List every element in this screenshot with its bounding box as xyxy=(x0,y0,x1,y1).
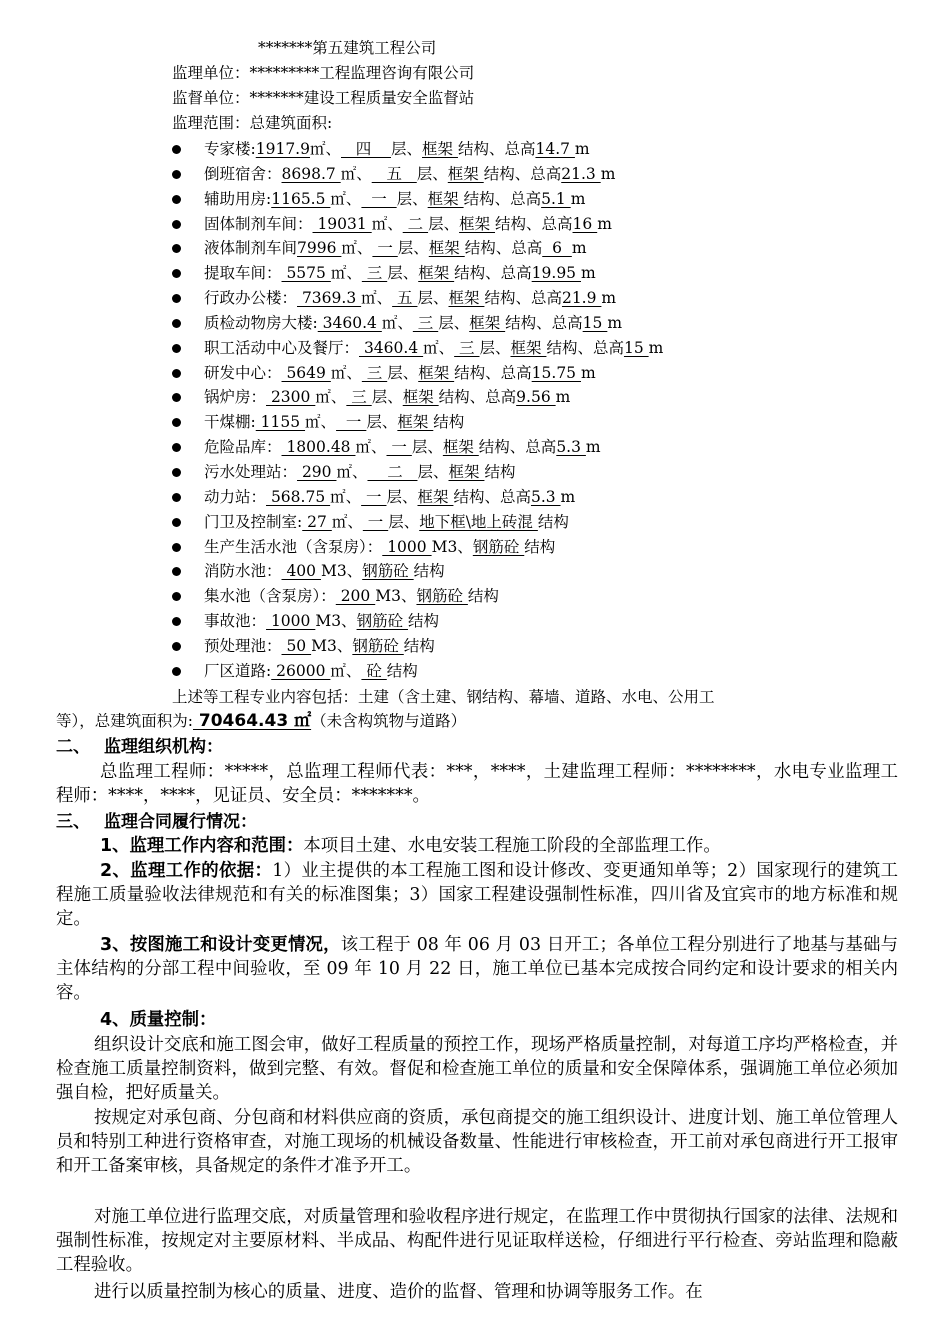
building-structure: 钢筋砼 xyxy=(356,612,408,631)
building-structure: 框架 xyxy=(447,164,484,183)
building-structure: 地下框\地上砖混 xyxy=(419,512,538,531)
building-item xyxy=(172,187,663,212)
building-structure: 钢筋砼 xyxy=(472,537,525,556)
building-name: 职工活动中心及餐厅： xyxy=(204,338,360,357)
structure-suffix: 结构、总高 xyxy=(454,264,532,283)
bullet-icon xyxy=(172,493,181,502)
floors-unit: 层、 xyxy=(396,189,428,208)
building-name: 污水处理站： xyxy=(204,462,298,481)
oversight-unit: 监督单位：*******建设工程质量安全监督站 xyxy=(172,89,475,107)
area-unit: M3、 xyxy=(375,587,417,606)
building-floors: 三 xyxy=(361,363,388,382)
area-unit: ㎡、 xyxy=(330,189,362,208)
building-name: 集水池（含泵房）： xyxy=(204,587,336,606)
building-area: 3460.4 xyxy=(317,313,382,332)
building-name: 辅助用房: xyxy=(204,189,272,208)
structure-suffix: 结构、总高 xyxy=(463,189,542,208)
building-structure: 框架 xyxy=(418,264,455,283)
building-name: 危险品库： xyxy=(204,438,282,457)
item-4-label: 4、质量控制： xyxy=(100,1010,217,1030)
floors-unit: 层、 xyxy=(438,313,470,332)
building-item xyxy=(172,261,663,286)
building-height: 5.3 xyxy=(530,487,561,506)
building-floors: 一 xyxy=(336,413,367,432)
building-name: 研发中心： xyxy=(204,363,282,382)
area-unit: M3、 xyxy=(315,612,357,631)
bullet-icon xyxy=(172,369,181,378)
bullet-icon xyxy=(172,592,181,601)
structure-suffix: 结构 xyxy=(484,462,516,481)
section-2-number: 二、 xyxy=(56,737,90,757)
building-area: 7996 xyxy=(297,239,342,258)
item-1-body: 本项目土建、水电安装工程施工阶段的全部监理工作。 xyxy=(303,836,721,856)
building-height: 15.75 xyxy=(531,363,581,382)
building-height: 5.3 xyxy=(556,438,586,457)
area-unit: M3、 xyxy=(431,537,473,556)
area-unit: ㎡、 xyxy=(340,164,372,183)
building-area: 200 xyxy=(335,587,376,606)
building-item xyxy=(172,212,663,237)
building-structure: 框架 xyxy=(418,363,455,382)
company-name: *******第五建筑工程公司 xyxy=(258,39,437,57)
bullet-icon xyxy=(172,269,181,278)
area-unit: M3、 xyxy=(311,636,353,655)
building-floors: 三 xyxy=(412,313,439,332)
building-structure: 框架 xyxy=(510,338,547,357)
building-area: 19031 xyxy=(312,214,372,233)
building-item xyxy=(172,609,663,634)
bullet-icon xyxy=(172,642,181,651)
building-structure: 框架 xyxy=(428,239,465,258)
structure-suffix: 结构、总高 xyxy=(478,438,557,457)
height-unit: m xyxy=(648,338,664,357)
building-floors: 五 xyxy=(392,289,418,308)
bullet-icon xyxy=(172,617,181,626)
building-floors: 一 xyxy=(361,189,397,208)
building-name: 质检动物房大楼: xyxy=(204,313,318,332)
building-item xyxy=(172,137,663,162)
floors-unit: 层、 xyxy=(417,289,449,308)
building-area: 3460.4 xyxy=(359,338,424,357)
bullet-icon xyxy=(172,393,181,402)
structure-suffix: 结构、总高 xyxy=(483,164,562,183)
building-item xyxy=(172,659,663,684)
building-name: 动力站： xyxy=(204,487,267,506)
floors-unit: 层、 xyxy=(387,264,419,283)
building-structure: 砼 xyxy=(361,661,387,680)
building-floors: 二 xyxy=(402,214,429,233)
building-area: 2300 xyxy=(266,388,316,407)
structure-suffix: 结构 xyxy=(413,562,445,581)
structure-suffix: 结构、总高 xyxy=(505,313,583,332)
building-area: 400 xyxy=(281,562,321,581)
building-name: 固体制剂车间： xyxy=(204,214,313,233)
building-height: 9.56 xyxy=(516,388,556,407)
building-structure: 框架 xyxy=(422,140,458,158)
height-unit: m xyxy=(560,487,576,506)
bullet-icon xyxy=(172,667,181,676)
section-2-title: 监理组织机构： xyxy=(104,737,223,757)
item-2-body: 1）业主提供的本工程施工图和设计修改、变更通知单等；2）国家现行的建筑工程施工质量验收法律规范和有关的标准图集；3）国家工程建设强制性标准，四川省及宜宾市的地方标准和规定。 xyxy=(56,861,898,930)
bullet-icon xyxy=(172,170,181,179)
building-floors: 三 xyxy=(454,338,480,357)
building-name: 预处理池： xyxy=(204,636,282,655)
quality-paragraph-1: 组织设计交底和施工图会审，做好工程质量的预控工作，现场严格质量控制，对每道工序均严格检查，并检查施工质量控制资料，做到完整、有效。督促和检查施工单位的质量和安全保障体系，强调施工单位必须加强自检，把好质量关。 xyxy=(56,1035,898,1104)
quality-paragraph-4: 进行以质量控制为核心的质量、进度、造价的监督、管理和协调等服务工作。在 xyxy=(94,1282,703,1302)
structure-suffix: 结构 xyxy=(537,512,569,531)
building-item xyxy=(172,286,663,311)
bullet-icon xyxy=(172,319,181,328)
building-name: 厂区道路: xyxy=(204,661,272,680)
building-name: 门卫及控制室: xyxy=(204,512,303,531)
bullet-icon xyxy=(172,543,181,552)
floors-unit: 层、 xyxy=(416,164,448,183)
building-item xyxy=(172,634,663,659)
building-floors: 五 xyxy=(371,164,417,183)
supervision-unit: 监理单位：*********工程监理咨询有限公司 xyxy=(172,64,475,82)
structure-suffix: 结构 xyxy=(433,413,465,432)
building-height: 19.95 xyxy=(531,264,581,283)
building-structure: 框架 xyxy=(448,462,485,481)
building-area: 5649 xyxy=(281,363,331,382)
building-height: 21.3 xyxy=(561,164,601,183)
height-unit: m xyxy=(601,289,617,308)
building-height: 21.9 xyxy=(561,289,602,308)
building-name: 液体制剂车间 xyxy=(204,239,298,258)
section-3-heading xyxy=(56,810,257,834)
structure-suffix: 结构、总高 xyxy=(484,289,562,308)
building-area: 1800.48 xyxy=(281,438,356,457)
floors-unit: 层、 xyxy=(479,338,511,357)
structure-suffix: 结构 xyxy=(408,612,440,631)
section-2-body: 总监理工程师：*****，总监理工程师代表：***，****，土建监理工程师：********，水电专业监理工程师：****，****，见证员、安全员：*******。 xyxy=(56,762,898,807)
bullet-icon xyxy=(172,567,181,576)
building-floors: 三 xyxy=(346,388,372,407)
building-floors: 一 xyxy=(372,239,398,258)
bullet-icon xyxy=(172,344,181,353)
bullet-icon xyxy=(172,220,181,229)
item-4-heading xyxy=(56,1008,898,1032)
building-area: 8698.7 xyxy=(281,164,341,183)
total-area-value: 70464.43 ㎡ xyxy=(192,711,312,731)
item-2-label: 2、监理工作的依据： xyxy=(100,861,273,881)
building-structure: 框架 xyxy=(459,214,496,233)
building-item xyxy=(172,385,663,410)
building-item xyxy=(172,361,663,386)
section-3-number: 三、 xyxy=(56,812,90,832)
height-unit: m xyxy=(600,164,616,183)
building-area: 1155 xyxy=(255,413,306,432)
area-unit: ㎡、 xyxy=(381,313,413,332)
item-3-body: 该工程于 08 年 06 月 03 日开工；各单位工程分别进行了地基与基础与主体结构的分部工程中间验收，至 09 年 10 月 22 日，施工单位已基本完成按合同约定和设计要求的相关内容。 xyxy=(56,935,898,1004)
area-unit: M3、 xyxy=(320,562,363,581)
area-unit: ㎡、 xyxy=(330,661,362,680)
building-structure: 框架 xyxy=(469,313,506,332)
bullet-icon xyxy=(172,418,181,427)
building-item xyxy=(172,162,663,187)
building-structure: 框架 xyxy=(442,438,479,457)
height-unit: m xyxy=(580,264,596,283)
building-area: 7369.3 xyxy=(297,289,362,308)
floors-unit: 层、 xyxy=(366,413,398,432)
area-unit: ㎡、 xyxy=(330,487,362,506)
building-area: 50 xyxy=(281,636,312,655)
height-unit: m xyxy=(570,189,586,208)
height-unit: m xyxy=(571,239,587,258)
floors-unit: 层、 xyxy=(387,363,419,382)
building-floors: 一 xyxy=(362,512,389,531)
bullet-icon xyxy=(172,294,181,303)
building-name: 行政办公楼： xyxy=(204,289,298,308)
area-unit: ㎡、 xyxy=(341,239,373,258)
item-1-paragraph xyxy=(56,834,898,858)
section-2-heading xyxy=(56,735,223,759)
structure-suffix: 结构 xyxy=(386,661,418,680)
quality-paragraph-3: 对施工单位进行监理交底，对质量管理和验收程序进行规定，在监理工作中贯彻执行国家的法律、法规和强制性标准，按规定对主要原材料、半成品、构配件进行见证取样送检，仔细进行平行检查、旁站监理和隐蔽工程验收。 xyxy=(56,1207,898,1276)
floors-unit: 层、 xyxy=(391,140,423,158)
item-3-paragraph xyxy=(56,933,898,1006)
structure-suffix: 结构、总高 xyxy=(546,338,624,357)
structure-suffix: 结构、总高 xyxy=(438,388,517,407)
building-height: 16 xyxy=(572,214,598,233)
building-name: 生产生活水池（含泵房）： xyxy=(204,537,383,556)
building-area: 1000 xyxy=(266,612,316,631)
building-height: 6 xyxy=(542,239,572,258)
building-floors: 四 xyxy=(341,140,391,158)
area-unit: ㎡、 xyxy=(330,264,362,283)
section-3-title: 监理合同履行情况： xyxy=(104,812,257,832)
area-unit: ㎡、 xyxy=(371,214,403,233)
bullet-icon xyxy=(172,518,181,527)
building-name: 倒班宿舍： xyxy=(204,164,282,183)
bullet-icon xyxy=(172,195,181,204)
building-item xyxy=(172,485,663,510)
structure-suffix: 结构 xyxy=(403,636,435,655)
structure-suffix: 结构、总高 xyxy=(457,140,536,158)
structure-suffix: 结构、总高 xyxy=(454,363,532,382)
height-unit: m xyxy=(597,214,612,233)
building-list xyxy=(172,137,663,684)
bullet-icon xyxy=(172,244,181,253)
summary-post: （未含构筑物与道路） xyxy=(311,712,467,730)
structure-suffix: 结构 xyxy=(524,537,556,556)
building-area: 290 xyxy=(297,462,337,481)
height-unit: m xyxy=(555,388,571,407)
area-unit: ㎡、 xyxy=(330,363,362,382)
building-structure: 框架 xyxy=(448,289,485,308)
building-item xyxy=(172,311,663,336)
area-unit: ㎡、 xyxy=(309,140,341,158)
building-area: 5575 xyxy=(281,264,331,283)
bullet-icon xyxy=(172,145,181,154)
building-name: 提取车间： xyxy=(204,264,282,283)
area-unit: ㎡、 xyxy=(336,462,368,481)
building-name: 专家楼: xyxy=(204,140,256,158)
item-3-label: 3、按图施工和设计变更情况， xyxy=(100,935,341,955)
floors-unit: 层、 xyxy=(397,239,429,258)
building-structure: 框架 xyxy=(427,189,464,208)
item-2-paragraph xyxy=(56,859,898,932)
structure-suffix: 结构、总高 xyxy=(464,239,543,258)
building-floors: 三 xyxy=(361,264,388,283)
building-area: 27 xyxy=(302,512,332,531)
structure-suffix: 结构、总高 xyxy=(495,214,573,233)
structure-suffix: 结构 xyxy=(467,587,499,606)
summary-line-1: 上述等工程专业内容包括：土建（含土建、钢结构、幕墙、道路、水电、公用工 xyxy=(172,688,715,706)
height-unit: m xyxy=(607,313,623,332)
floors-unit: 层、 xyxy=(371,388,403,407)
building-area: 1000 xyxy=(382,537,432,556)
building-height: 15 xyxy=(582,313,608,332)
area-unit: ㎡、 xyxy=(361,289,393,308)
building-item xyxy=(172,535,663,560)
area-unit: ㎡、 xyxy=(305,413,337,432)
scope-label: 监理范围：总建筑面积: xyxy=(172,114,333,132)
building-structure: 框架 xyxy=(402,388,439,407)
building-item xyxy=(172,410,663,435)
item-1-label: 1、监理工作内容和范围： xyxy=(100,836,304,856)
area-unit: ㎡、 xyxy=(423,338,455,357)
building-floors: 一 xyxy=(386,438,412,457)
building-item xyxy=(172,460,663,485)
building-structure: 框架 xyxy=(397,413,434,432)
building-item xyxy=(172,336,663,361)
height-unit: m xyxy=(574,140,590,158)
area-unit: ㎡、 xyxy=(315,388,347,407)
building-height: 15 xyxy=(623,338,649,357)
building-area: 1917.9 xyxy=(255,140,310,158)
floors-unit: 层、 xyxy=(386,487,418,506)
building-item xyxy=(172,510,663,535)
area-unit: ㎡、 xyxy=(355,438,387,457)
building-structure: 框架 xyxy=(417,487,454,506)
building-item xyxy=(172,584,663,609)
building-name: 干煤棚: xyxy=(204,413,256,432)
building-item xyxy=(172,435,663,460)
height-unit: m xyxy=(585,438,601,457)
floors-unit: 层、 xyxy=(411,438,443,457)
building-floors: 一 xyxy=(361,487,387,506)
height-unit: m xyxy=(580,363,596,382)
building-area: 26000 xyxy=(271,661,331,680)
building-name: 事故池： xyxy=(204,612,267,631)
building-height: 5.1 xyxy=(541,189,571,208)
building-height: 14.7 xyxy=(535,140,575,158)
building-name: 锅炉房： xyxy=(204,388,267,407)
floors-unit: 层、 xyxy=(417,462,449,481)
summary-line-2 xyxy=(56,709,466,733)
bullet-icon xyxy=(172,468,181,477)
bullet-icon xyxy=(172,443,181,452)
building-item xyxy=(172,559,663,584)
building-structure: 钢筋砼 xyxy=(362,562,414,581)
floors-unit: 层、 xyxy=(388,512,420,531)
floors-unit: 层、 xyxy=(428,214,460,233)
structure-suffix: 结构、总高 xyxy=(453,487,531,506)
area-unit: ㎡、 xyxy=(331,512,363,531)
summary-pre: 等），总建筑面积为: xyxy=(56,712,193,730)
building-name: 消防水池： xyxy=(204,562,282,581)
building-structure: 钢筋砼 xyxy=(416,587,468,606)
building-floors: 二 xyxy=(367,462,418,481)
building-item xyxy=(172,236,663,261)
building-structure: 钢筋砼 xyxy=(352,636,404,655)
building-area: 1165.5 xyxy=(271,189,331,208)
quality-paragraph-2: 按规定对承包商、分包商和材料供应商的资质，承包商提交的施工组织设计、进度计划、施工单位管理人员和特别工种进行资格审查，对施工现场的机械设备数量、性能进行审核检查，开工前对承包商进行开工报审和开工备案审核，具备规定的条件才准予开工。 xyxy=(56,1108,898,1177)
building-area: 568.75 xyxy=(266,487,331,506)
